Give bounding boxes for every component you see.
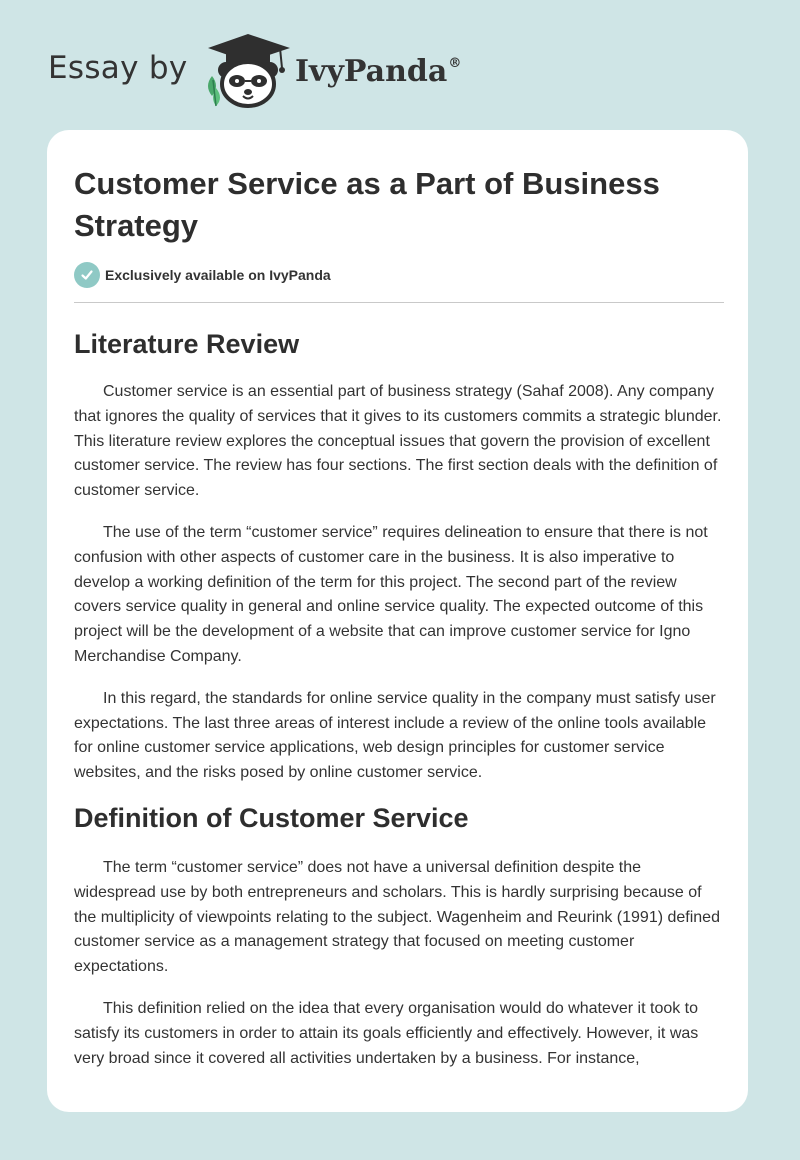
essay-by-label: Essay by [48, 50, 188, 86]
divider [74, 302, 724, 303]
section-heading: Definition of Customer Service [74, 802, 469, 833]
brand-name: IvyPanda [295, 54, 448, 89]
page-title: Customer Service as a Part of Business Strategy [74, 166, 660, 243]
exclusive-badge [74, 262, 331, 288]
section-heading: Literature Review [74, 329, 300, 359]
panda-graduate-icon[interactable] [200, 32, 296, 112]
essay-body [74, 326, 724, 1071]
body-paragraph: The term “customer service” does not have a universal definition despite the widespread use by both entrepreneurs and scholars. This is hardly surprising because of the multiplicity of viewpoints relating to the subject. Wagenheim and Reurink (1991) defined customer service as a management strategy that focused on meeting customer expectations. [74, 858, 720, 976]
body-paragraph: The use of the term “customer service” requires delineation to ensure that there is not confusion with other aspects of customer care in the business. It is also imperative to develop a working definition of the term for this project. The second part of the review covers service quality in general and online service quality. The expected outcome of this project will be the development of a website that can improve customer service for Igno Merchandise Company. [74, 523, 708, 665]
body-paragraph: This definition relied on the idea that every organisation would do whatever it took to satisfy its customers in order to attain its goals efficiently and effectively. However, it was very broad since it covered all activities undertaken by a business. For instance, [74, 999, 699, 1067]
exclusive-label: Exclusively available on IvyPanda [105, 267, 331, 283]
registered-mark: ® [448, 56, 462, 71]
body-paragraph: Customer service is an essential part of business strategy (Sahaf 2008). Any company that ignores the quality of services that it gives to its customers commits a strategic blunder. This literature review explores the conceptual issues that govern the provision of excellent customer service. The review has four sections. The first section deals with the definition of customer service. [74, 383, 722, 500]
site-header [0, 0, 800, 130]
essay-card [47, 130, 748, 1112]
body-paragraph: In this regard, the standards for online service quality in the company must satisfy user expectations. The last three areas of interest include a review of the online tools available for online customer service applications, web design principles for customer service websites, and the risks posed by online customer service. [74, 689, 716, 782]
check-icon [74, 262, 100, 288]
brand-logo-text[interactable] [295, 54, 461, 89]
